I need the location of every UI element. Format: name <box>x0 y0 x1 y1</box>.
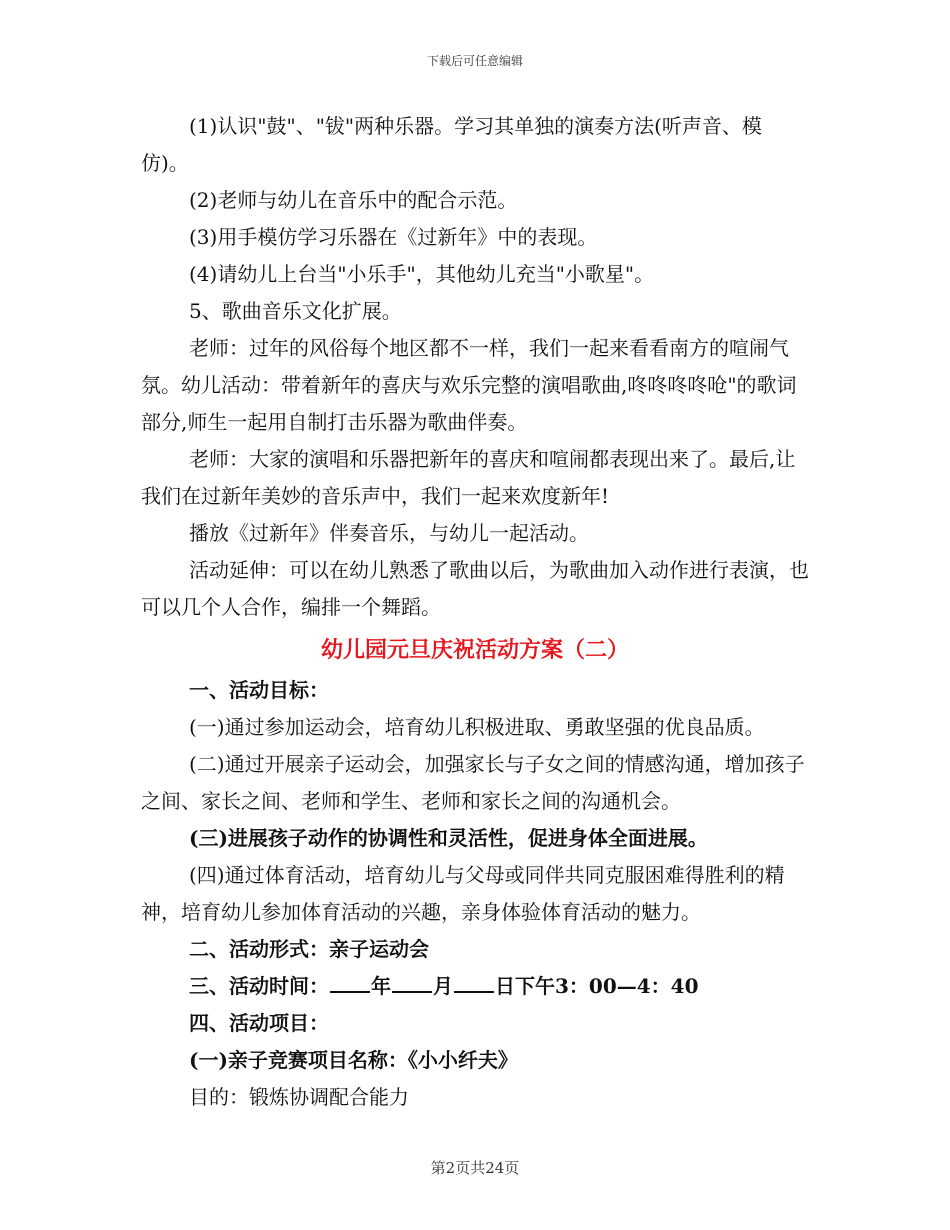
paragraph-step-4: (4)请幼儿上台当"小乐手"，其他幼儿充当"小歌星"。 <box>189 262 655 286</box>
heading-form: 二、活动形式：亲子运动会 <box>189 937 429 961</box>
month-blank <box>392 973 432 993</box>
section-title: 幼儿园元旦庆祝活动方案（二） <box>320 637 629 663</box>
paragraph-step-3: (3)用手模仿学习乐器在《过新年》中的表现。 <box>189 225 598 249</box>
paragraph-step-1: (1)认识"鼓"、"钹"两种乐器。学习其单独的演奏方法(听声音、模仿)。 <box>141 114 762 175</box>
page-footer: 第2页共24页 <box>430 1159 520 1177</box>
item-1-title: (一)亲子竞赛项目名称：《小小纤夫》 <box>189 1048 518 1072</box>
paragraph-step-5: 5、歌曲音乐文化扩展。 <box>189 299 402 323</box>
year-label: 年 <box>371 974 391 998</box>
day-time-label: 日下午3：00—4：40 <box>495 974 699 998</box>
goal-2: (二)通过开展亲子运动会，加强家长与子女之间的情感沟通，增加孩子之间、家长之间、老师和学生、老师和家长之间的沟通机会。 <box>141 752 805 813</box>
year-blank <box>330 973 370 993</box>
heading-items: 四、活动项目： <box>189 1011 329 1035</box>
page-header: 下载后可任意编辑 <box>426 54 523 68</box>
heading-goals: 一、活动目标： <box>189 678 329 702</box>
paragraph-teacher-1: 老师：过年的风俗每个地区都不一样，我们一起来看看南方的喧闹气氛。幼儿活动：带着新年的喜庆与欢乐完整的演唱歌曲,咚咚咚咚呛"的歌词部分,师生一起用自制打击乐器为歌曲伴奏。 <box>141 336 797 434</box>
paragraph-play-music: 播放《过新年》伴奏音乐，与幼儿一起活动。 <box>189 521 589 545</box>
paragraph-step-2: (2)老师与幼儿在音乐中的配合示范。 <box>189 188 518 212</box>
time-label: 三、活动时间： <box>189 974 329 998</box>
month-label: 月 <box>433 974 453 998</box>
item-1-purpose: 目的：锻炼协调配合能力 <box>189 1085 409 1109</box>
goal-4: (四)通过体育活动，培育幼儿与父母或同伴共同克服困难得胜利的精神，培育幼儿参加体育活动的兴趣，亲身体验体育活动的魅力。 <box>141 863 785 924</box>
goal-3: (三)进展孩子动作的协调性和灵活性，促进身体全面进展。 <box>189 826 708 850</box>
paragraph-teacher-2: 老师：大家的演唱和乐器把新年的喜庆和喧闹都表现出来了。最后,让我们在过新年美妙的音乐声中，我们一起来欢度新年! <box>141 447 796 508</box>
day-blank <box>454 973 494 993</box>
document-body <box>141 108 809 1116</box>
goal-1: (一)通过参加运动会，培育幼儿积极进取、勇敢坚强的优良品质。 <box>189 715 765 739</box>
paragraph-extension: 活动延伸：可以在幼儿熟悉了歌曲以后，为歌曲加入动作进行表演，也可以几个人合作，编排一个舞蹈。 <box>141 558 809 619</box>
heading-time <box>141 968 809 1005</box>
